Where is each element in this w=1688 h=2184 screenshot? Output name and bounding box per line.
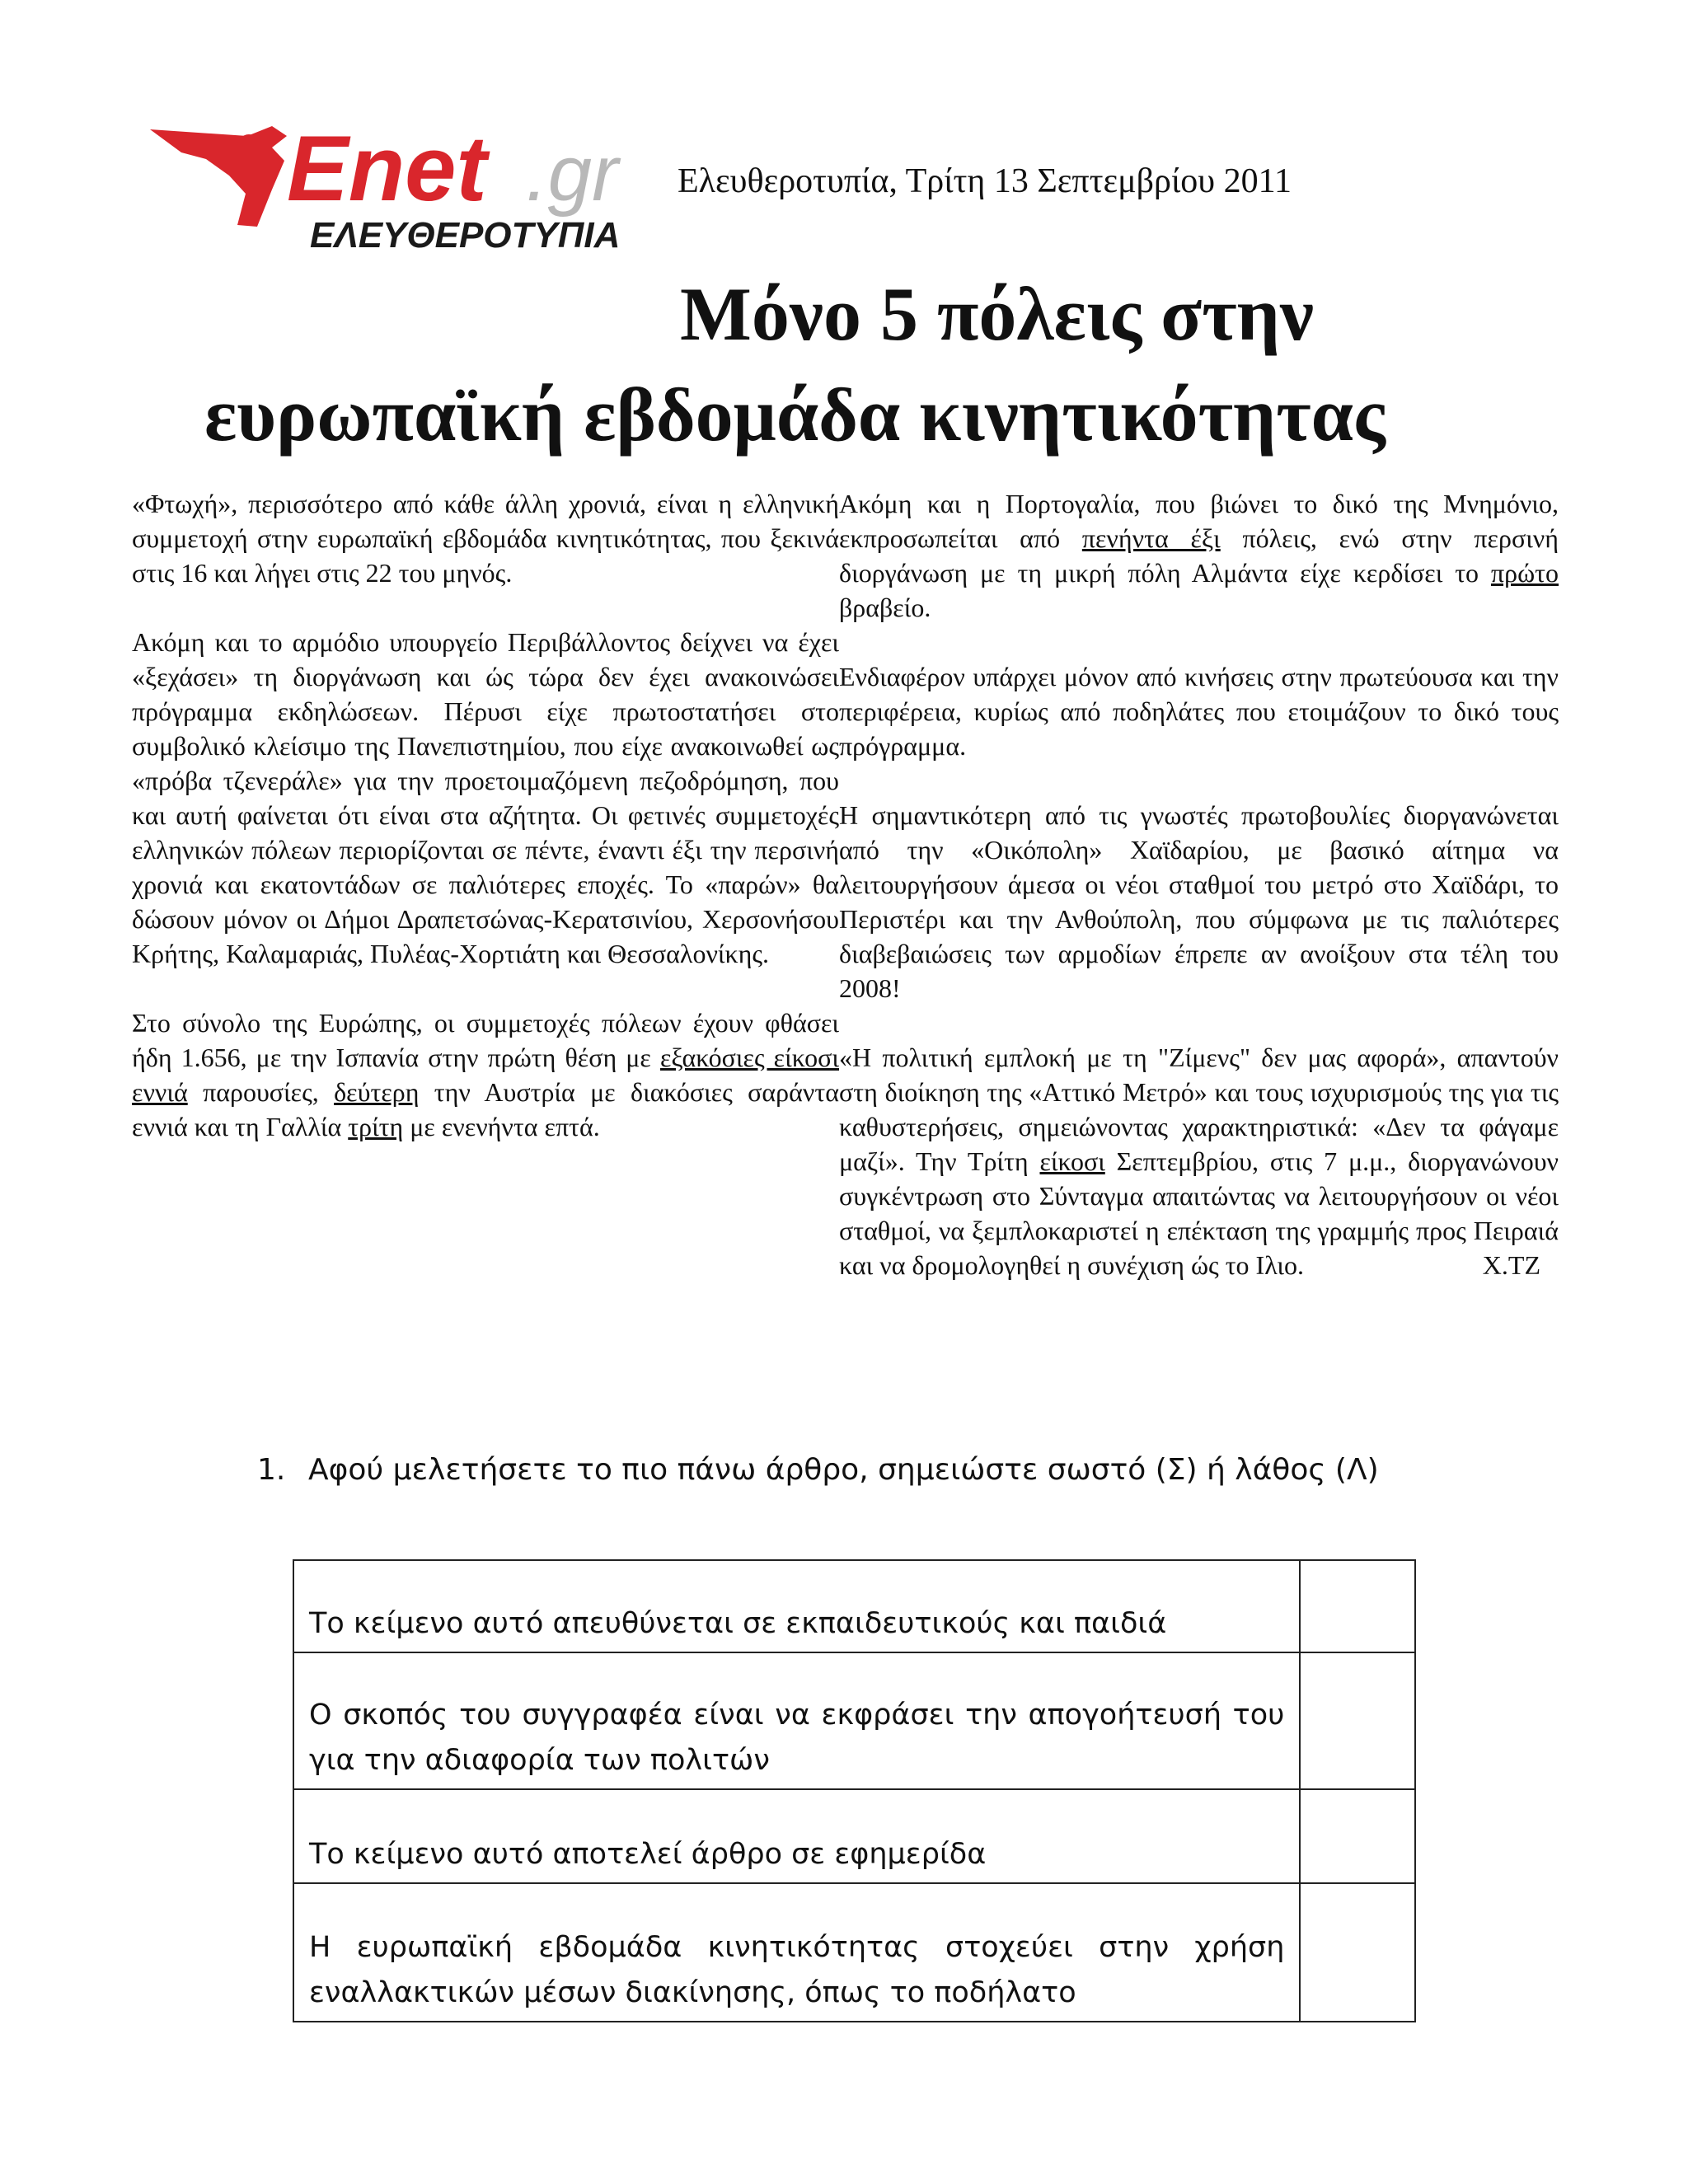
underlined-ordinal: πρώτο [1490, 558, 1559, 588]
enet-logo [148, 111, 659, 255]
statement-cell: Ο σκοπός του συγγραφέα είναι να εκφράσει την απογοήτευσή του για την αδιαφορία των πολιτών [293, 1652, 1300, 1789]
exercise-number: 1. [257, 1453, 286, 1487]
answer-box[interactable] [1300, 1560, 1415, 1652]
text-segment: την Αυστρία με διακόσιες σαράντα εννιά και τη Γαλλία [132, 1077, 840, 1141]
text-segment: Στο σύνολο της Ευρώπης, οι συμμετοχές πόλεων έχουν φθάσει ήδη 1.656, με την Ισπανία στην πρώτη θέση με [132, 1008, 839, 1072]
right-paragraph-3: Η σημαντικότερη από τις γνωστές πρωτοβουλίες διοργανώνεται από την «Οικόπολη» Χαϊδαρίου, με βασικό αίτημα να λειτουργήσουν άμεσα οι νέοι σταθμοί του μετρό στο Χαϊδάρι, το Περιστέρι και την Ανθούπολη, που σύμφωνα με τις παλιότερες διαβεβαιώσεις των αρμοδίων έπρεπε αν ανοίξουν στα τέλη του 2008! [839, 800, 1559, 1003]
headline-line-1: Μόνο 5 πόλεις στην [680, 272, 1314, 356]
article-column-left [132, 486, 839, 1179]
right-paragraph-2: Ενδιαφέρον υπάρχει μόνον από κινήσεις στην πρωτεύουσα και την περιφέρεια, κυρίως από ποδηλάτες που ετοιμάζουν το δικό τους πρόγραμμα. [839, 662, 1559, 761]
runner-figure-icon [150, 126, 287, 227]
underlined-number: εξακόσιες είκοσι εννιά [132, 1043, 840, 1107]
text-segment: Ακόμη και η Πορτογαλία, που βιώνει το δικό της Μνημόνιο, εκπροσωπείται από [839, 489, 1559, 553]
answer-box[interactable] [1300, 1789, 1415, 1883]
left-paragraph-1: «Φτωχή», περισσότερο από κάθε άλλη χρονιά, είναι η ελληνική συμμετοχή στην ευρωπαϊκή εβδομάδα κινητικότητας, που ξεκινά στις 16 και λήγει στις 22 του μηνός. [132, 489, 839, 588]
left-paragraph-3 [132, 1005, 839, 1144]
table-row [293, 1789, 1415, 1883]
text-segment: «Η πολιτική εμπλοκή με τη "Ζίμενς" δεν μας αφορά», απαντούν στη διοίκηση της «Αττικό Μετρό» και τους ισχυρισμούς της για τις καθυστερήσεις, σημειώνοντας χαρακτηριστικά: «Δεν τα φάγαμε μαζί». Την Τρίτη [839, 1043, 1559, 1176]
statement-cell: Το κείμενο αυτό αποτελεί άρθρο σε εφημερίδα [293, 1789, 1300, 1883]
text-segment: με ενενήντα επτά. [403, 1112, 600, 1141]
logo-brand-text: Enet [287, 117, 487, 220]
answer-box[interactable] [1300, 1883, 1415, 2022]
text-segment: παρουσίες, [187, 1077, 335, 1107]
author-signature: Χ.ΤΖ [1482, 1250, 1540, 1280]
table-row [293, 1560, 1415, 1652]
statement-cell: Η ευρωπαϊκή εβδομάδα κινητικότητας στοχεύει στην χρήση εναλλακτικών μέσων διακίνησης, όπως το ποδήλατο [293, 1883, 1300, 2022]
true-false-table [293, 1559, 1416, 2022]
text-segment: βραβείο. [839, 593, 931, 622]
text-segment: πόλεις, ενώ στην περσινή διοργάνωση με τη μικρή πόλη Αλμάντα είχε κερδίσει το [839, 523, 1559, 588]
statement-cell: Το κείμενο αυτό απευθύνεται σε εκπαιδευτικούς και παιδιά [293, 1560, 1300, 1652]
table-row [293, 1883, 1415, 2022]
underlined-number: πενήντα έξι [1081, 523, 1221, 553]
right-paragraph-1 [839, 486, 1559, 625]
logo-tld-text: .gr [526, 129, 619, 218]
table-row [293, 1652, 1415, 1789]
underlined-ordinal: δεύτερη [334, 1077, 420, 1107]
exercise-instruction [257, 1453, 1379, 1487]
logo-subtitle-text: ΕΛΕΥΘΕΡΟΤΥΠΙΑ [310, 215, 621, 255]
dateline: Ελευθεροτυπία, Τρίτη 13 Σεπτεμβρίου 2011 [678, 162, 1292, 200]
underlined-number: είκοσι [1039, 1146, 1105, 1176]
underlined-ordinal: τρίτη [348, 1112, 404, 1141]
answer-box[interactable] [1300, 1652, 1415, 1789]
text-segment: Σεπτεμβρίου, στις 7 μ.μ., διοργανώνουν συγκέντρωση στο Σύνταγμα απαιτώντας να λειτουργήσουν οι νέοι σταθμοί, να ξεμπλοκαριστεί η επέκταση της γραμμής προς Πειραιά και να δρομολογηθεί η συνέχιση ώς το Ιλιο. [839, 1146, 1559, 1280]
exercise-instruction-text: Αφού μελετήσετε το πιο πάνω άρθρο, σημειώστε σωστό (Σ) ή λάθος (Λ) [308, 1453, 1379, 1487]
left-paragraph-2: Ακόμη και το αρμόδιο υπουργείο Περιβάλλοντος δείχνει να έχει «ξεχάσει» τη διοργάνωση και ώς τώρα δεν έχει ανακοινώσει πρόγραμμα εκδηλώσεων. Πέρυσι είχε πρωτοστατήσει στο συμβολικό κλείσιμο της Πανεπιστημίου, που είχε ανακοινωθεί ως «πρόβα τζενεράλε» για την προετοιμαζόμενη πεζοδρόμηση, που και αυτή φαίνεται ότι είναι στα αζήτητα. Οι φετινές συμμετοχές ελληνικών πόλεων περιορίζονται σε πέντε, έναντι έξι την περσινή χρονιά και εκατοντάδων σε παλιότερες εποχές. Το «παρών» θα δώσουν μόνον οι Δήμοι Δραπετσώνας-Κερατσινίου, Χερσονήσου Κρήτης, Καλαμαριάς, Πυλέας-Χορτιάτη και Θεσσαλονίκης. [132, 627, 839, 968]
right-paragraph-4 [839, 1040, 1559, 1282]
article-column-right [839, 486, 1559, 1317]
headline-line-2: ευρωπαϊκή εβδομάδα κινητικότητας [204, 373, 1386, 457]
